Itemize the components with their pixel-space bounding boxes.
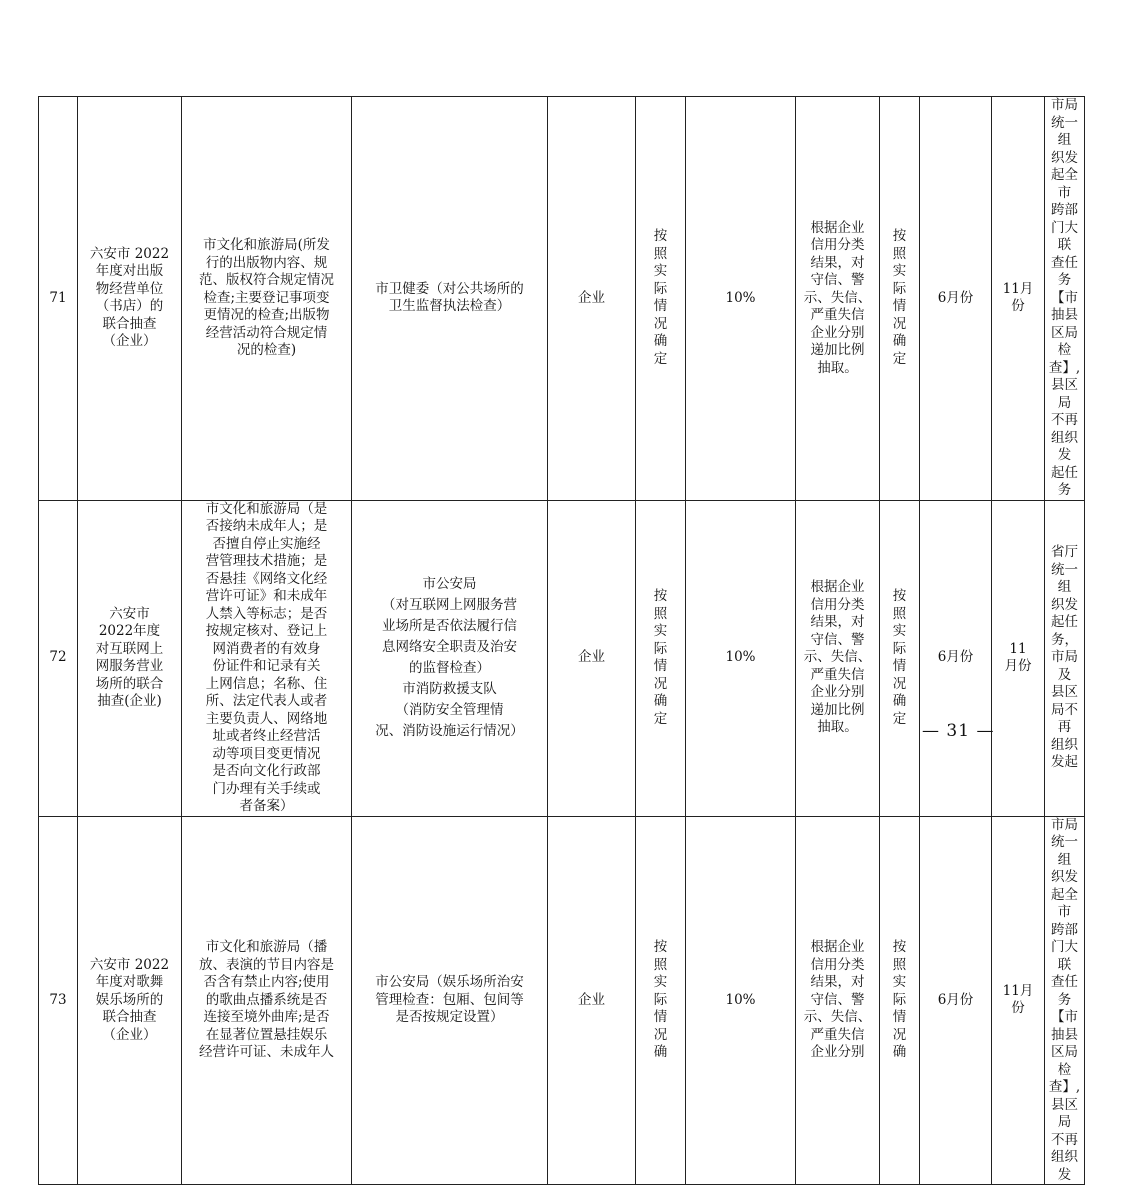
- row-number: 71: [39, 97, 78, 501]
- quantity-cell: 按照实际情况确: [636, 816, 686, 1185]
- target-cell: 企业: [548, 816, 636, 1185]
- ratio-cell: 10%: [686, 500, 796, 816]
- ratio-cell: 10%: [686, 97, 796, 501]
- target-cell: 企业: [548, 500, 636, 816]
- quantity-cell: 按照实际情况确定: [636, 500, 686, 816]
- end-time-cell: 11月 份: [992, 97, 1045, 501]
- initiator-cell: 市文化和旅游局(所发 行的出版物内容、规 范、版权符合规定情况 检查;主要登记事项变 更情况的检查;出版物 经营活动符合规定情 况的检查): [182, 97, 352, 501]
- table-row: [39, 816, 1085, 1185]
- note-cell: 省厅统一组 织发起任 务，市局及 县区局不再 组织发起: [1045, 500, 1085, 816]
- task-name-cell: 六安市 2022 年度对歌舞 娱乐场所的 联合抽查 （企业）: [78, 816, 182, 1185]
- task-name-cell: 六安市 2022 年度对出版 物经营单位 （书店）的 联合抽查 （企业）: [78, 97, 182, 501]
- initiator-cell: 市文化和旅游局（是 否接纳未成年人；是 否擅自停止实施经 营管理技术措施；是 否悬挂《网络文化经 营许可证》和未成年 人禁入等标志；是否 按规定核对、登记上 网消费者的有效身 份证件和记录有关 上网信息；名称、住 所、法定代表人或者 主要负责人、网络地 址或者终止经营活 动等项目变更情况 是否向文化行政部 门办理有关手续或 者备案）: [182, 500, 352, 816]
- method-cell: 根据企业 信用分类 结果，对 守信、警 示、失信、 严重失信 企业分别 递加比例 抽取。: [796, 500, 880, 816]
- row-number: 72: [39, 500, 78, 816]
- partner-cell: 市公安局 （对互联网上网服务营 业场所是否依法履行信 息网络安全职责及治安 的监督检查） 市消防救援支队 （消防安全管理情 况、消防设施运行情况）: [352, 500, 548, 816]
- method-cell: 根据企业 信用分类 结果，对 守信、警 示、失信、 严重失信 企业分别: [796, 816, 880, 1185]
- start-time-cell: 6月份: [920, 816, 992, 1185]
- initiator-cell: 市文化和旅游局（播 放、表演的节目内容是 否含有禁止内容;使用 的歌曲点播系统是否 连接至境外曲库;是否 在显著位置悬挂娱乐 经营许可证、未成年人: [182, 816, 352, 1185]
- scope-cell: 按照实际情况确: [880, 816, 920, 1185]
- end-time-cell: 11月 份: [992, 816, 1045, 1185]
- note-cell: 市局统一组 织发起全市 跨部门大联 查任务【市 抽县区局检 查】,县区局 不再组织发: [1045, 816, 1085, 1185]
- note-cell: 市局统一组 织发起全市 跨部门大联 查任务【市 抽县区局检 查】,县区局 不再组织发 起任务: [1045, 97, 1085, 501]
- partner-cell: 市公安局（娱乐场所治安 管理检查：包厢、包间等 是否按规定设置）: [352, 816, 548, 1185]
- quantity-cell: 按照实际情况确定: [636, 97, 686, 501]
- method-cell: 根据企业 信用分类 结果，对 守信、警 示、失信、 严重失信 企业分别 递加比例 抽取。: [796, 97, 880, 501]
- start-time-cell: 6月份: [920, 500, 992, 816]
- partner-cell: 市卫健委（对公共场所的 卫生监督执法检查）: [352, 97, 548, 501]
- scope-cell: 按照实际情况确定: [880, 97, 920, 501]
- page-number: — 31 —: [922, 721, 995, 741]
- scope-cell: 按照实际情况确定: [880, 500, 920, 816]
- inspection-table: [38, 96, 1085, 1185]
- row-number: 73: [39, 816, 78, 1185]
- end-time-cell: 11 月份: [992, 500, 1045, 816]
- start-time-cell: 6月份: [920, 97, 992, 501]
- target-cell: 企业: [548, 97, 636, 501]
- task-name-cell: 六安市 2022年度 对互联网上 网服务营业 场所的联合 抽查(企业): [78, 500, 182, 816]
- ratio-cell: 10%: [686, 816, 796, 1185]
- table-row: [39, 500, 1085, 816]
- table-row: [39, 97, 1085, 501]
